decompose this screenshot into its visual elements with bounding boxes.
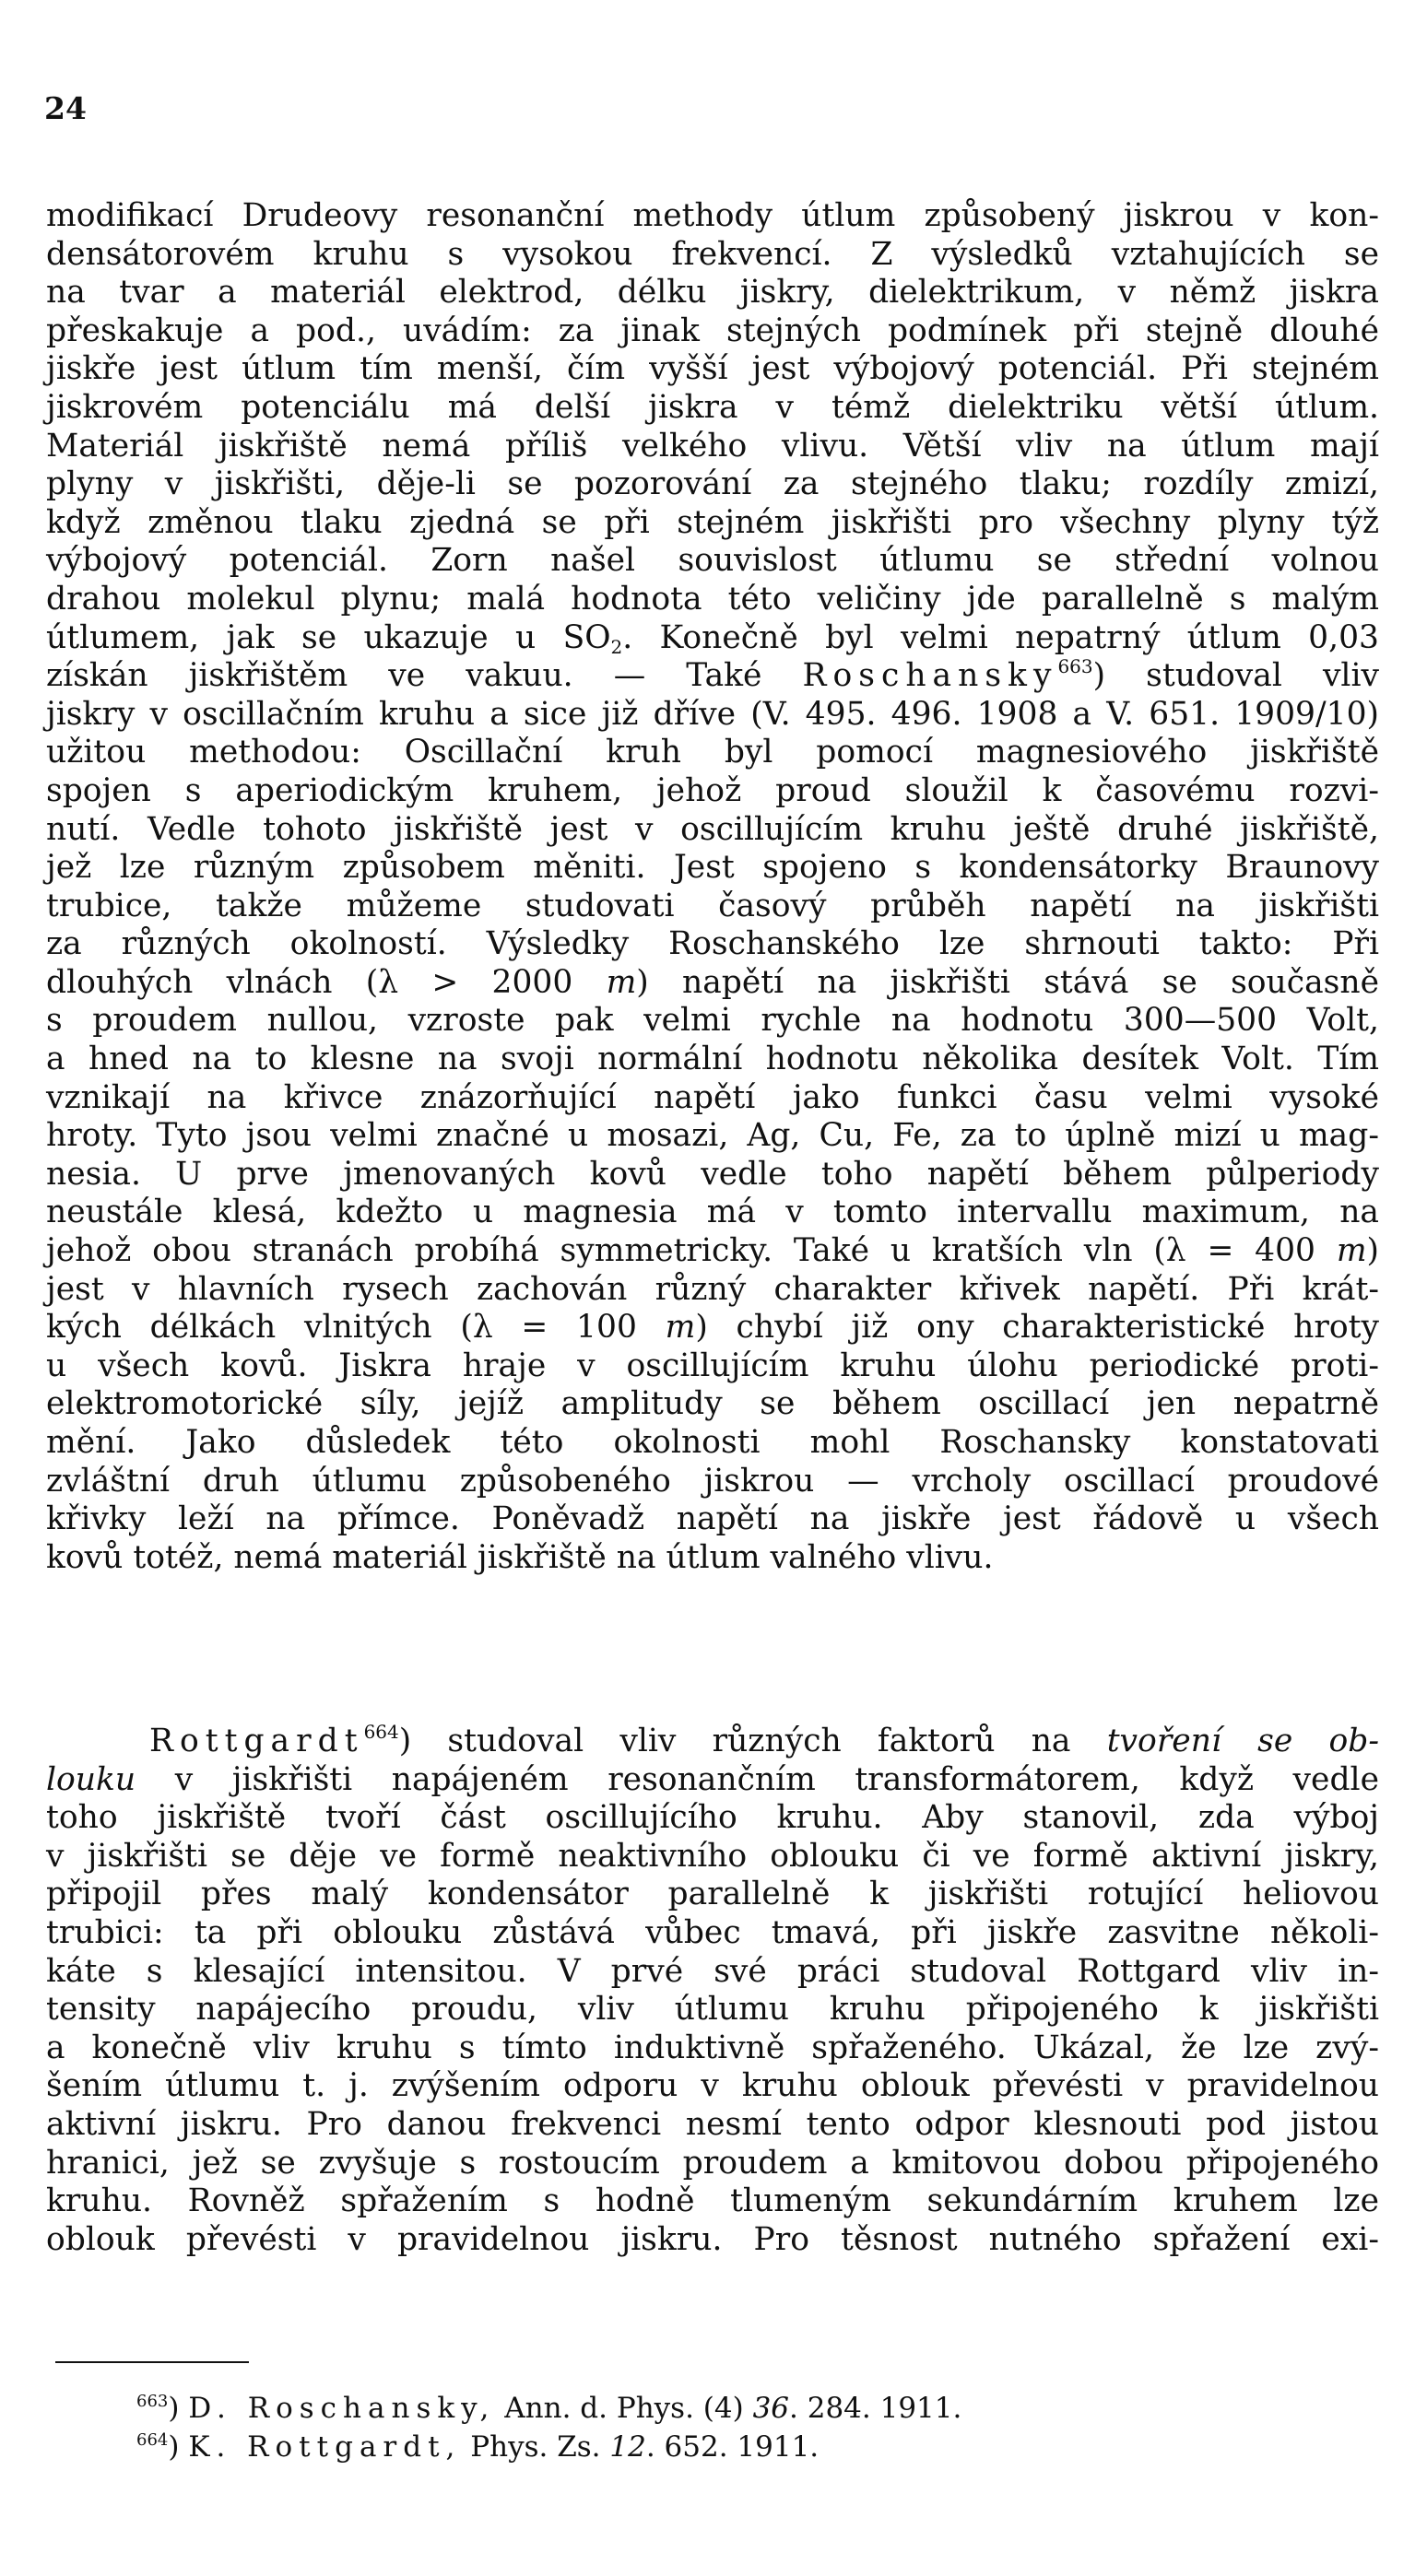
text-line xyxy=(46,964,1379,1003)
subscript: 2 xyxy=(610,635,623,658)
text-line xyxy=(46,1723,1379,1761)
italic-term: louku xyxy=(46,1760,136,1798)
unit: m xyxy=(606,963,637,1001)
text-line xyxy=(46,657,1379,696)
footnote-volume: 12 xyxy=(609,2430,646,2464)
text-line: na tvar a materiál elektrod, délku jiskry, dielektrikum, v němž jiskra xyxy=(46,274,1379,312)
page-number: 24 xyxy=(44,90,87,126)
text-line: Materiál jiskřiště nemá příliš velkého vlivu. Větší vliv na útlum mají xyxy=(46,427,1379,465)
text-line: drahou molekul plynu; malá hodnota této veličiny jde parallelně s malým xyxy=(46,580,1379,618)
text-line: toho jiskřiště tvoří část oscillujícího kruhu. Aby stanovil, zda výboj xyxy=(46,1799,1379,1837)
footnote-journal: Ann. d. Phys. (4) xyxy=(495,2392,753,2425)
text-line: v jiskřišti se děje ve formě neaktivního oblouku či ve formě aktivní jiskry, xyxy=(46,1837,1379,1875)
text-line xyxy=(46,1232,1379,1271)
footnote-rest: . 652. 1911. xyxy=(645,2430,820,2464)
text-fragment: útlumem, jak se ukazuje u SO xyxy=(46,618,611,656)
text-line: zvláštní druh útlumu způsobeného jiskrou — vrcholy oscillací proudové xyxy=(46,1462,1379,1500)
text-line: kovů totéž, nemá materiál jiskřiště na útlum valného vlivu. xyxy=(46,1538,994,1576)
text-line: hranici, jež se zvyšuje s rostoucím proudem a kmitovou dobou připojeného xyxy=(46,2144,1379,2182)
text-line: nutí. Vedle tohoto jiskřiště jest v oscillujícím kruhu ještě druhé jiskřiště, xyxy=(46,810,1379,848)
text-fragment: ) napětí na jiskřišti stává se současně xyxy=(636,963,1379,1001)
text-fragment: ) xyxy=(1366,1232,1379,1270)
text-line: výbojový potenciál. Zorn našel souvislost útlumu se střední volnou xyxy=(46,542,1379,580)
paragraph-1 xyxy=(46,197,1379,1577)
text-fragment: jehož obou stranách probíhá symmetricky. Také u kratších vln (λ = 400 xyxy=(46,1232,1337,1270)
text-line: neustále klesá, kdežto u magnesia má v tomto intervallu maximum, na xyxy=(46,1194,1379,1231)
text-line: křivky leží na přímce. Poněvadž napětí na jiskře jest řádově u všech xyxy=(46,1500,1379,1538)
text-line: jiskrovém potenciálu má delší jiskra v témž dielektriku větší útlum. xyxy=(46,388,1379,426)
text-fragment: ) studoval vliv různých faktorů na xyxy=(398,1723,1107,1759)
footnote-mark: 663 xyxy=(136,2392,169,2411)
text-line: s proudem nullou, vzroste pak velmi rychle na hodnotu 300—500 Volt, xyxy=(46,1002,1379,1040)
text-line: šením útlumu t. j. zvýšením odporu v kruhu oblouk převésti v pravidelnou xyxy=(46,2067,1379,2105)
text-line: mění. Jako důsledek této okolnosti mohl Roschansky konstatovati xyxy=(46,1424,1379,1461)
author-name: Roschansky xyxy=(802,657,1058,695)
text-fragment: kých délkách vlnitých (λ = 100 xyxy=(46,1309,666,1347)
text-line: za různých okolností. Výsledky Roschanského lze shrnouti takto: Při xyxy=(46,925,1379,963)
text-line: jest v hlavních rysech zachován různý charakter křivek napětí. Při krát- xyxy=(46,1270,1379,1308)
text-line: přeskakuje a pod., uvádím: za jinak stejných podmínek při stejně dlouhé xyxy=(46,312,1379,349)
text-line: tensity napájecího proudu, vliv útlumu kruhu připojeného k jiskřišti xyxy=(46,1991,1379,2029)
text-line: káte s klesající intensitou. V prvé své práci studoval Rottgard vliv in- xyxy=(46,1952,1379,1990)
unit: m xyxy=(1336,1232,1367,1270)
text-line: připojil přes malý kondensátor parallelně k jiskřišti rotující heliovou xyxy=(46,1876,1379,1913)
text-fragment: dlouhých vlnách (λ > 2000 xyxy=(46,963,607,1001)
text-line: užitou methodou: Oscillační kruh byl pomocí magnesiového jiskřiště xyxy=(46,734,1379,771)
footnote-ref[interactable]: 663 xyxy=(1057,655,1093,678)
text-line: oblouk převésti v pravidelnou jiskru. Pro těsnost nutného spřažení exi- xyxy=(46,2220,1379,2258)
text-line xyxy=(46,619,1379,658)
unit: m xyxy=(665,1309,696,1347)
footnotes xyxy=(136,2389,961,2466)
text-line: plyny v jiskřišti, děje-li se pozorování za stejného tlaku; rozdíly zmizí, xyxy=(46,465,1379,503)
text-fragment: získán jiskřištěm ve vakuu. — Také xyxy=(46,657,803,695)
footnote-664 xyxy=(136,2428,961,2466)
text-fragment: v jiskřišti napájeném resonančním transformátorem, když vedle xyxy=(136,1760,1379,1798)
text-line: trubice, takže můžeme studovati časový průběh napětí na jiskřišti xyxy=(46,887,1379,924)
text-fragment: ) studoval vliv xyxy=(1092,657,1379,695)
text-fragment: . Konečně byl velmi nepatrný útlum 0,03 xyxy=(622,618,1379,656)
text-fragment: ) chybí již ony charakteristické hroty xyxy=(695,1309,1379,1347)
footnote-volume: 36 xyxy=(752,2392,790,2425)
text-line: nesia. U prve jmenovaných kovů vedle toho napětí během půlperiody xyxy=(46,1155,1379,1193)
text-line: a hned na to klesne na svoji normální hodnotu několika desítek Volt. Tím xyxy=(46,1041,1379,1078)
footnote-author: K. Rottgardt, xyxy=(188,2430,462,2464)
footnote-author: D. Roschansky, xyxy=(188,2392,496,2425)
text-line: jiskry v oscillačním kruhu a sice již dříve (V. 495. 496. 1908 a V. 651. 1909/10) xyxy=(46,695,1379,733)
text-line: a konečně vliv kruhu s tímto induktivně spřaženého. Ukázal, že lze zvý- xyxy=(46,2029,1379,2066)
text-line: densátorovém kruhu s vysokou frekvencí. Z výsledků vztahujících se xyxy=(46,235,1379,273)
footnote-mark: 664 xyxy=(136,2430,169,2450)
footnote-ref[interactable]: 664 xyxy=(363,1721,399,1743)
text-line: když změnou tlaku zjedná se při stejném jiskřišti pro všechny plyny týž xyxy=(46,503,1379,541)
text-line: modifikací Drudeovy resonanční methody útlum způsobený jiskrou v kon- xyxy=(46,197,1379,234)
footnote-bracket: ) xyxy=(168,2392,189,2425)
text-line xyxy=(46,1761,1379,1800)
text-line: spojen s aperiodickým kruhem, jehož proud sloužil k časovému rozvi- xyxy=(46,771,1379,809)
footnote-rest: . 284. 1911. xyxy=(789,2392,962,2425)
paragraph-2 xyxy=(46,1723,1379,2259)
footnote-journal: Phys. Zs. xyxy=(461,2430,610,2464)
footnote-divider xyxy=(55,2361,249,2363)
text-line: hroty. Tyto jsou velmi značné u mosazi, Ag, Cu, Fe, za to úplně mizí u mag- xyxy=(46,1117,1379,1155)
italic-term: tvoření se ob- xyxy=(1106,1723,1379,1759)
text-line: jež lze různým způsobem měniti. Jest spojeno s kondensátorky Braunovy xyxy=(46,849,1379,887)
text-line: vznikají na křivce znázorňující napětí jako funkci času velmi vysoké xyxy=(46,1078,1379,1116)
footnote-bracket: ) xyxy=(168,2430,189,2464)
text-line: kruhu. Rovněž spřažením s hodně tlumeným sekundárním kruhem lze xyxy=(46,2182,1379,2220)
footnote-663 xyxy=(136,2389,961,2428)
text-line: jiskře jest útlum tím menší, čím vyšší jest výbojový potenciál. Při stejném xyxy=(46,350,1379,388)
text-line: elektromotorické síly, jejíž amplitudy se během oscillací jen nepatrně xyxy=(46,1385,1379,1423)
text-line: u všech kovů. Jiskra hraje v oscillujícím kruhu úlohu periodické proti- xyxy=(46,1347,1379,1384)
text-line: aktivní jiskru. Pro danou frekvenci nesmí tento odpor klesnouti pod jistou xyxy=(46,2105,1379,2143)
text-line xyxy=(46,1309,1379,1347)
author-name: Rottgardt xyxy=(149,1723,364,1759)
text-line: trubici: ta při oblouku zůstává vůbec tmavá, při jiskře zasvitne několi- xyxy=(46,1913,1379,1951)
